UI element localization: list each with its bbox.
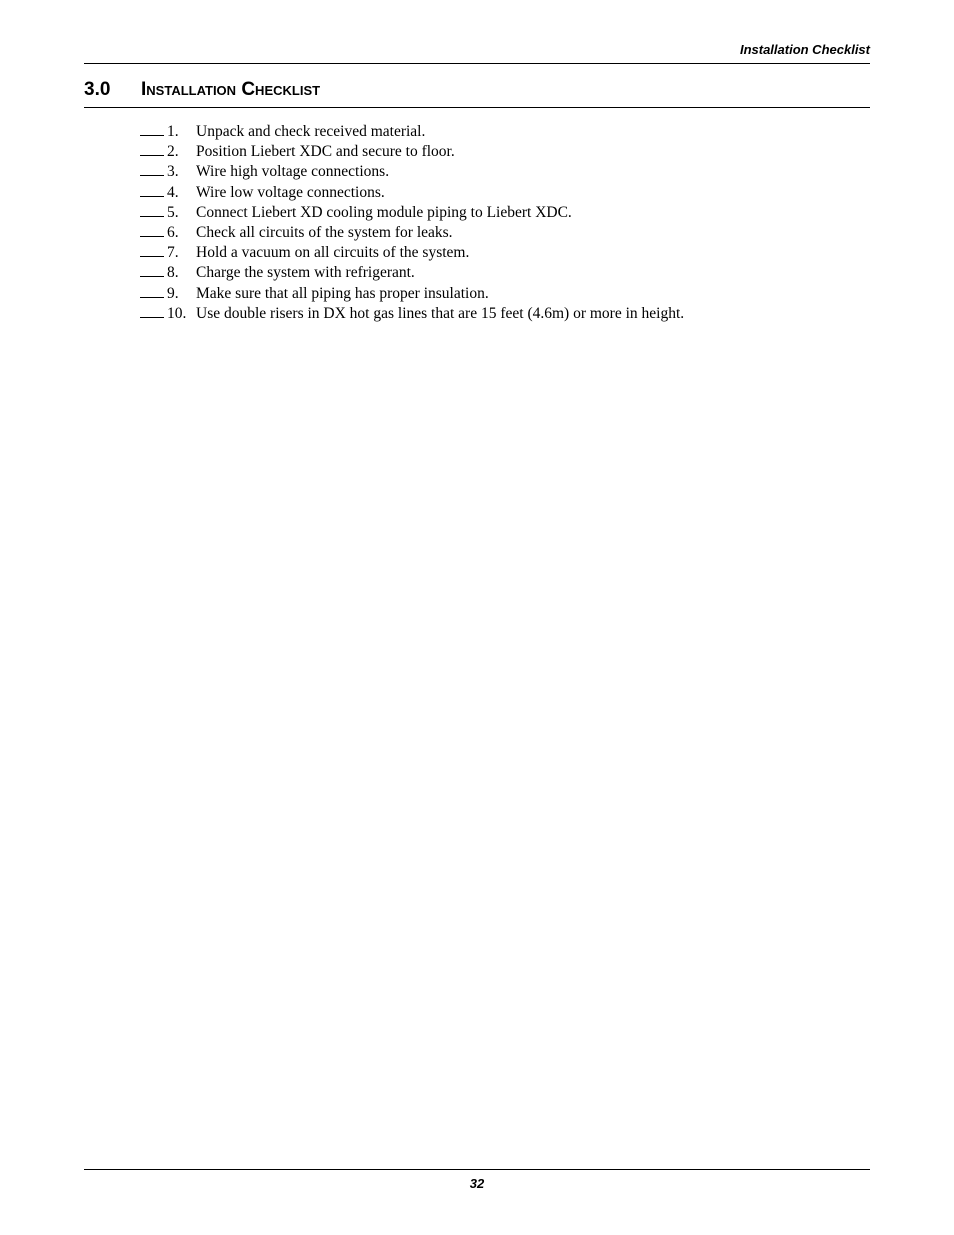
page-number: 32 (469, 1176, 485, 1191)
checkbox-blank-line[interactable] (140, 122, 164, 136)
checklist-item (140, 243, 684, 263)
item-number: 5. (167, 203, 179, 221)
item-number: 1. (167, 123, 179, 140)
checklist-item (140, 122, 684, 142)
item-text: Hold a vacuum on all circuits of the system. (196, 244, 470, 262)
section-heading (84, 79, 320, 101)
item-text: Wire high voltage connections. (196, 163, 390, 181)
item-number: 4. (167, 183, 179, 201)
running-header: Installation Checklist (739, 42, 870, 57)
item-number: 2. (167, 143, 179, 161)
installation-checklist (140, 122, 684, 324)
item-text: Charge the system with refrigerant. (196, 264, 415, 282)
item-number: 8. (167, 264, 179, 282)
item-number: 3. (167, 163, 179, 181)
item-number: 7. (167, 244, 179, 262)
checklist-item (140, 263, 684, 283)
item-number: 10. (167, 304, 187, 322)
checkbox-blank-line[interactable] (140, 223, 164, 237)
checkbox-blank-line[interactable] (140, 304, 164, 318)
item-text: Check all circuits of the system for leaks. (196, 223, 453, 241)
checkbox-blank-line[interactable] (140, 263, 164, 277)
item-number: 6. (167, 223, 179, 241)
checklist-item (140, 142, 684, 162)
section-title: Installation Checklist (141, 79, 321, 100)
checklist-item (140, 203, 684, 223)
footer-rule (84, 1169, 870, 1170)
checklist-item (140, 223, 684, 243)
checkbox-blank-line[interactable] (140, 142, 164, 156)
item-text: Use double risers in DX hot gas lines that are 15 feet (4.6m) or more in height. (196, 304, 685, 322)
checkbox-blank-line[interactable] (140, 284, 164, 298)
checklist-item (140, 304, 684, 324)
section-number: 3.0 (84, 79, 111, 100)
item-text: Connect Liebert XD cooling module piping to Liebert XDC. (196, 203, 572, 221)
checkbox-blank-line[interactable] (140, 162, 164, 176)
item-text: Wire low voltage connections. (196, 183, 385, 201)
item-text: Position Liebert XDC and secure to floor. (196, 143, 455, 161)
item-text: Make sure that all piping has proper insulation. (196, 284, 489, 302)
header-rule (84, 63, 870, 64)
checklist-item (140, 162, 684, 182)
section-rule (84, 107, 870, 108)
checkbox-blank-line[interactable] (140, 243, 164, 257)
checkbox-blank-line[interactable] (140, 203, 164, 217)
item-number: 9. (167, 284, 179, 302)
checklist-item (140, 183, 684, 203)
checklist-item (140, 284, 684, 304)
item-text: Unpack and check received material. (196, 123, 426, 140)
checkbox-blank-line[interactable] (140, 183, 164, 197)
